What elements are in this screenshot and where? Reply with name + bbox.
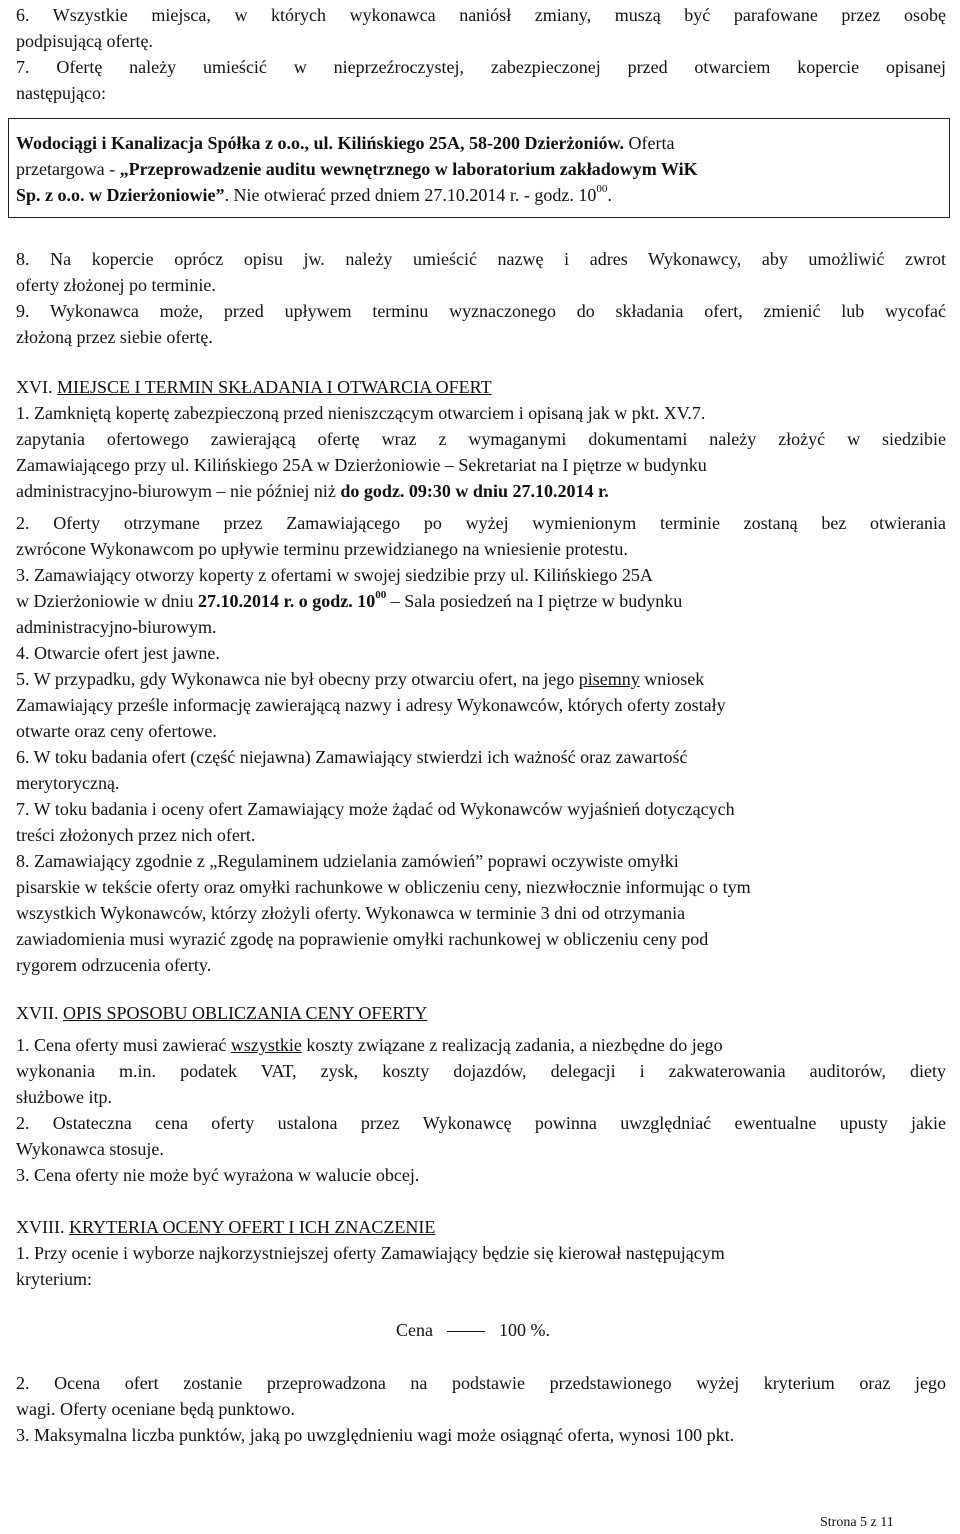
opening-date-text: 27.10.2014 r. o godz. 10 <box>197 591 376 611</box>
text-line: rygorem odrzucenia oferty. <box>16 955 212 975</box>
text-line: kryterium: <box>16 1269 92 1289</box>
text-line: służbowe itp. <box>16 1087 112 1107</box>
text-line: 3. Zamawiający otworzy koperty z ofertami w swojej siedzibie przy ul. Kilińskiego 25A <box>16 565 653 585</box>
envelope-text: przetargowa - <box>16 159 120 179</box>
text-run: – Sala posiedzeń na I piętrze w budynku <box>386 591 683 611</box>
text-line: merytoryczną. <box>16 773 120 793</box>
text-run: wniosek <box>639 669 705 689</box>
section-heading-xvii <box>16 1000 946 1026</box>
envelope-address: Wodociągi i Kanalizacja Spółka z o.o., ul. Kilińskiego 25A, 58-200 Dzierżoniów. <box>16 133 625 153</box>
text-line: 4. Otwarcie ofert jest jawne. <box>16 643 220 663</box>
text-line <box>16 1032 946 1058</box>
superscript: 00 <box>596 183 608 195</box>
text-run: administracyjno-biurowym – nie później niż <box>16 481 341 501</box>
text-run: w Dzierżoniowie w dniu <box>16 591 198 611</box>
section-title: OPIS SPOSOBU OBLICZANIA CENY OFERTY <box>63 1003 428 1023</box>
text-line: 9. Wykonawca może, przed upływem terminu wyznaczonego do składania ofert, zmienić lub wycofać <box>16 301 946 321</box>
page-number: Strona 5 z 11 <box>820 1515 894 1530</box>
text-line: zawiadomienia musi wyrazić zgodę na poprawienie omyłki rachunkowej w obliczeniu ceny pod <box>16 929 709 949</box>
text-line: 3. Cena oferty nie może być wyrażona w walucie obcej. <box>16 1165 420 1185</box>
text-line: 1. Przy ocenie i wyborze najkorzystniejszej oferty Zamawiający będzie się kierował następującym <box>16 1243 725 1263</box>
text-line: pisarskie w tekście oferty oraz omyłki rachunkowe w obliczeniu ceny, niezwłocznie informując o tym <box>16 877 751 897</box>
dash <box>447 1331 485 1332</box>
text-line: 6. Wszystkie miejsca, w których wykonawca naniósł zmiany, muszą być parafowane przez osobę <box>16 5 946 25</box>
text-line: 1. Zamkniętą kopertę zabezpieczoną przed nieniszczącym otwarciem i opisaną jak w pkt. XV.7. <box>16 403 706 423</box>
text-line: 8. Zamawiający zgodnie z „Regulaminem udzielania zamówień” poprawi oczywiste omyłki <box>16 851 679 871</box>
text-line: podpisującą ofertę. <box>16 31 153 51</box>
superscript: 00 <box>375 589 387 601</box>
text-line: Wykonawca stosuje. <box>16 1139 164 1159</box>
envelope-line-1 <box>16 130 946 156</box>
text-run: 1. Cena oferty musi zawierać <box>16 1035 231 1055</box>
text-line: administracyjno-biurowym. <box>16 617 217 637</box>
text-run: koszty związane z realizacją zadania, a niezbędne do jego <box>301 1035 723 1055</box>
envelope-line-3 <box>16 182 946 208</box>
text-line: 8. Na kopercie oprócz opisu jw. należy umieścić nazwę i adres Wykonawcy, aby umożliwić zwrot <box>16 249 946 269</box>
text-line: Zamawiającego przy ul. Kilińskiego 25A w Dzierżoniowie – Sekretariat na I piętrze w budynku <box>16 455 707 475</box>
text-line: następująco: <box>16 83 106 103</box>
text-line: Zamawiający prześle informację zawierającą nazwy i adresy Wykonawców, których oferty zostały <box>16 695 726 715</box>
text-line: zwrócone Wykonawcom po upływie terminu przewidzianego na wniesienie protestu. <box>16 539 628 559</box>
criterion-weight: 100 %. <box>498 1320 550 1340</box>
underlined-word: pisemny <box>578 669 640 689</box>
text-line: 6. W toku badania ofert (część niejawna) Zamawiający stwierdzi ich ważność oraz zawartość <box>16 747 688 767</box>
section-heading-xvi <box>16 374 946 400</box>
envelope-line-2 <box>16 156 946 182</box>
underlined-word: wszystkie <box>230 1035 302 1055</box>
envelope-text: Oferta <box>624 133 675 153</box>
text-line: oferty złożonej po terminie. <box>16 275 216 295</box>
text-line: złożoną przez siebie ofertę. <box>16 327 213 347</box>
section-title: MIEJSCE I TERMIN SKŁADANIA I OTWARCIA OFERT <box>57 377 492 397</box>
text-line: wszystkich Wykonawców, którzy złożyli oferty. Wykonawca w terminie 3 dni od otrzymania <box>16 903 686 923</box>
text-line: 3. Maksymalna liczba punktów, jaką po uwzględnieniu wagi może osiągnąć oferta, wynosi 100 pkt. <box>16 1425 735 1445</box>
text-run: 5. W przypadku, gdy Wykonawca nie był obecny przy otwarciu ofert, na jego <box>16 669 579 689</box>
criterion-label: Cena <box>396 1320 433 1340</box>
envelope-text: . <box>607 185 612 205</box>
text-line: 2. Oferty otrzymane przez Zamawiającego po wyżej wymienionym terminie zostaną bez otwierania <box>16 513 946 533</box>
text-line: otwarte oraz ceny ofertowe. <box>16 721 217 741</box>
text-line: 2. Ocena ofert zostanie przeprowadzona na podstawie przedstawionego wyżej kryterium oraz jego <box>16 1373 946 1393</box>
text-line: zapytania ofertowego zawierającą ofertę wraz z wymaganymi dokumentami należy złożyć w siedzibie <box>16 429 946 449</box>
text-line: 7. W toku badania i oceny ofert Zamawiający może żądać od Wykonawców wyjaśnień dotyczących <box>16 799 735 819</box>
section-number: XVI. <box>16 377 57 397</box>
text-line <box>16 478 946 504</box>
text-line: 7. Ofertę należy umieścić w nieprzeźroczystej, zabezpieczonej przed otwarciem kopercie opisanej <box>16 57 946 77</box>
section-number: XVII. <box>16 1003 63 1023</box>
envelope-text: . Nie otwierać przed dniem 27.10.2014 r. - godz. 10 <box>224 185 597 205</box>
text-line <box>16 666 946 692</box>
text-line <box>16 588 946 614</box>
envelope-subject: „Przeprowadzenie auditu wewnętrznego w laboratorium zakładowym WiK <box>119 159 698 179</box>
criterion-price <box>396 1317 550 1343</box>
text-line: wagi. Oferty oceniane będą punktowo. <box>16 1399 295 1419</box>
deadline-text: do godz. 09:30 w dniu 27.10.2014 r. <box>340 481 609 501</box>
section-heading-xviii <box>16 1214 946 1240</box>
section-title: KRYTERIA OCENY OFERT I ICH ZNACZENIE <box>68 1217 436 1237</box>
text-line: wykonania m.in. podatek VAT, zysk, koszty dojazdów, delegacji i zakwaterowania auditorów, diety <box>16 1061 946 1081</box>
text-line: 2. Ostateczna cena oferty ustalona przez Wykonawcę powinna uwzględniać ewentualne upusty jakie <box>16 1113 946 1133</box>
envelope-subject: Sp. z o.o. w Dzierżoniowie” <box>16 185 225 205</box>
section-number: XVIII. <box>16 1217 69 1237</box>
text-line: treści złożonych przez nich ofert. <box>16 825 256 845</box>
